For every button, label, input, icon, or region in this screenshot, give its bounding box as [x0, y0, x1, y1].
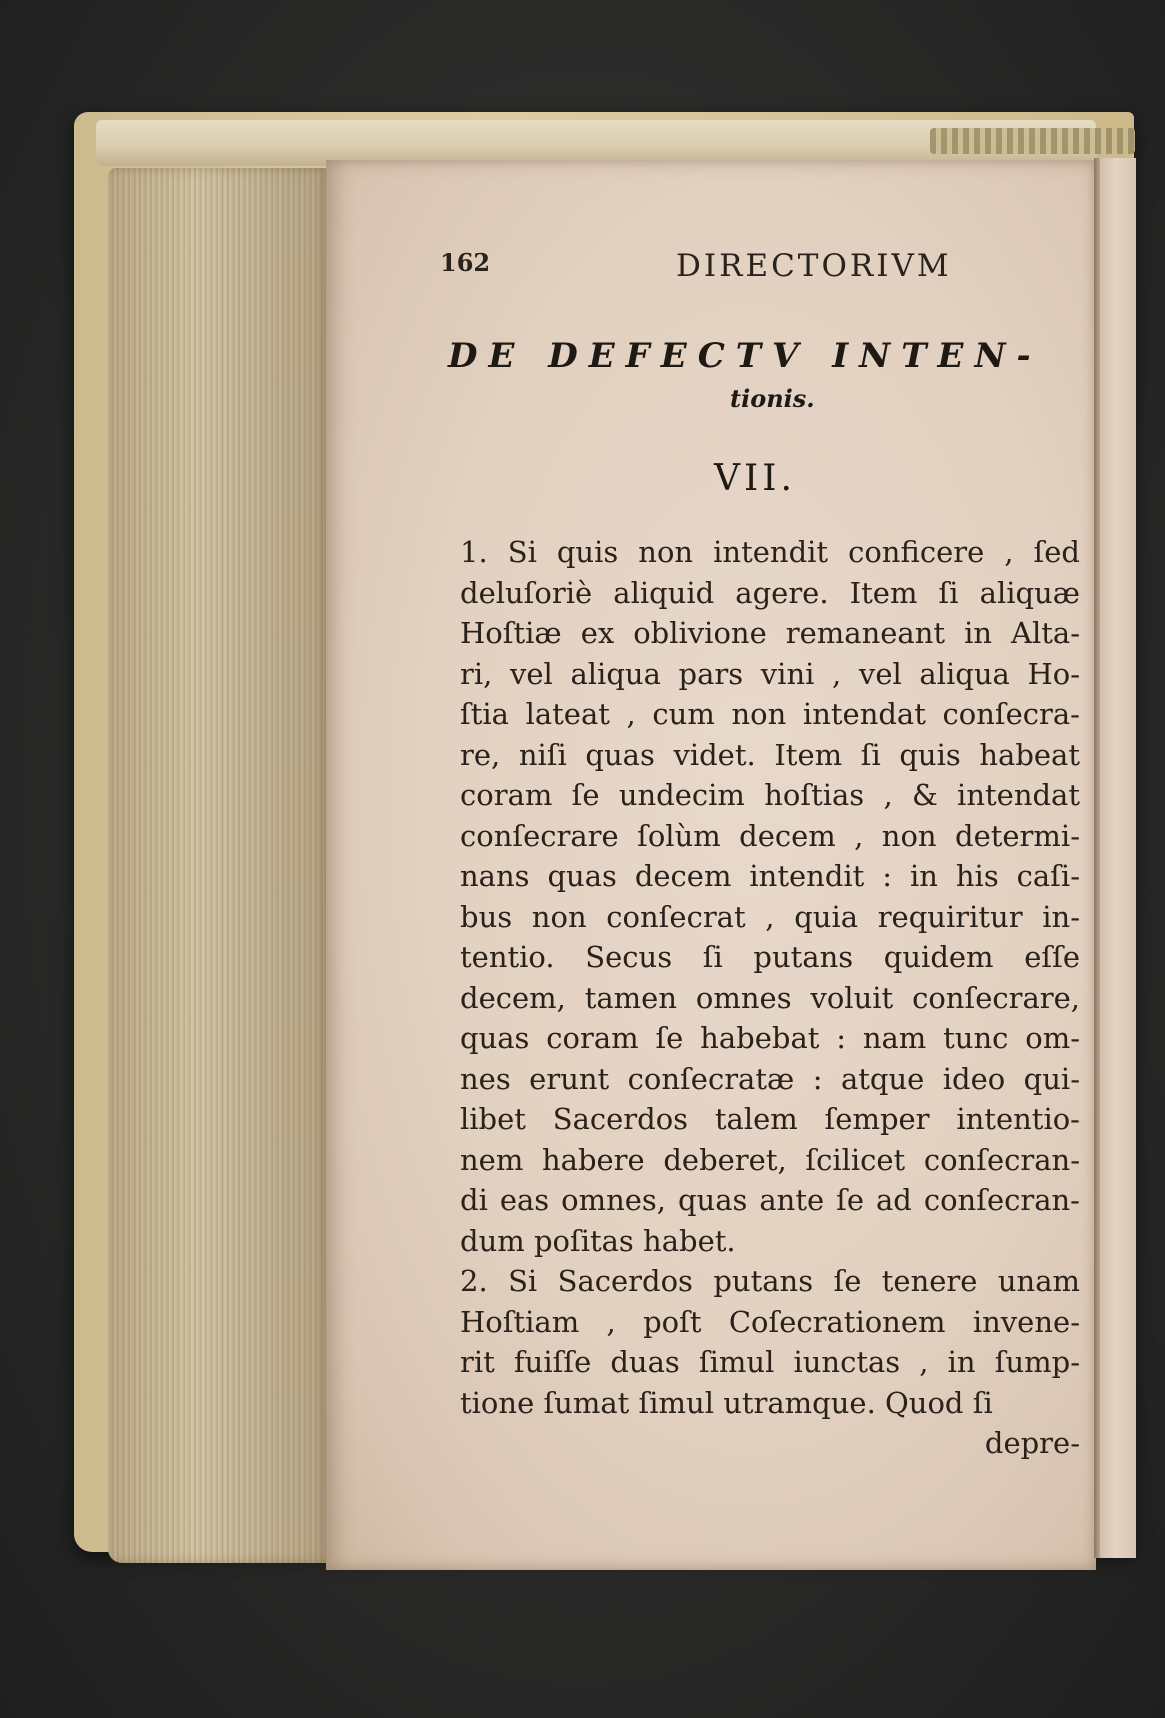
text-line: libet Sacerdos talem ſemper intentio- — [460, 1102, 1080, 1136]
text-line: coram ſe undecim hoſtias , & intendat — [460, 778, 1080, 812]
text-line: 1. Si quis non intendit conficere , ſed — [460, 535, 1080, 569]
text-line: tentio. Secus ſi putans quidem eſſe — [460, 940, 1080, 974]
text-line: Hoſtiam , poſt Coſecrationem invene- — [460, 1304, 1080, 1339]
page-header — [440, 248, 1080, 288]
text-line: rit fuiſſe duas ſimul iunctas , in ſump- — [460, 1345, 1080, 1379]
text-line: dum poſitas habet. — [460, 1223, 736, 1258]
text-line: conſecrare ſolùm decem , non determi- — [460, 818, 1080, 853]
text-line: Hoſtiæ ex oblivione remaneant in Alta- — [460, 616, 1080, 650]
text-line: nans quas decem intendit : in his caſi- — [460, 859, 1080, 893]
text-line: nes erunt conſecratæ : atque ideo qui- — [460, 1061, 1080, 1096]
text-line: depre- — [984, 1426, 1080, 1460]
text-line: ri, vel aliqua pars vini , vel aliqua Ho- — [460, 656, 1080, 691]
spine-headband — [930, 128, 1135, 154]
text-line: quas coram ſe habebat : nam tunc om- — [460, 1021, 1080, 1055]
text-line: re, niſi quas videt. Item ſi quis habeat — [460, 737, 1080, 772]
text-line: deluſoriè aliquid agere. Item ſi aliquæ — [460, 575, 1080, 610]
running-head: DIRECTORIVM — [676, 248, 952, 284]
text-line: 2. Si Sacerdos putans ſe tenere unam — [460, 1264, 1080, 1298]
text-line: di eas omnes, quas ante ſe ad conſecran- — [460, 1183, 1080, 1217]
section-heading-continuation: tionis. — [730, 384, 815, 413]
text-line: nem habere deberet, ſcilicet conſecran- — [460, 1142, 1080, 1177]
text-line: bus non conſecrat , quia requiritur in- — [460, 899, 1080, 934]
section-heading: DE DEFECTV INTEN- — [448, 336, 1042, 376]
chapter-number: VII. — [714, 458, 796, 499]
text-line: decem, tamen omnes voluit conſecrare, — [460, 980, 1080, 1015]
facing-page-edge — [1096, 158, 1136, 1558]
text-line: ſtia lateat , cum non intendat conſecra- — [460, 697, 1080, 731]
text-line: tione ſumat ſimul utramque. Quod ſi — [460, 1385, 993, 1420]
page-gutter — [1094, 158, 1100, 1558]
page-number: 162 — [440, 248, 491, 277]
page-block-shading — [108, 168, 330, 1563]
body-text — [460, 532, 1080, 1464]
